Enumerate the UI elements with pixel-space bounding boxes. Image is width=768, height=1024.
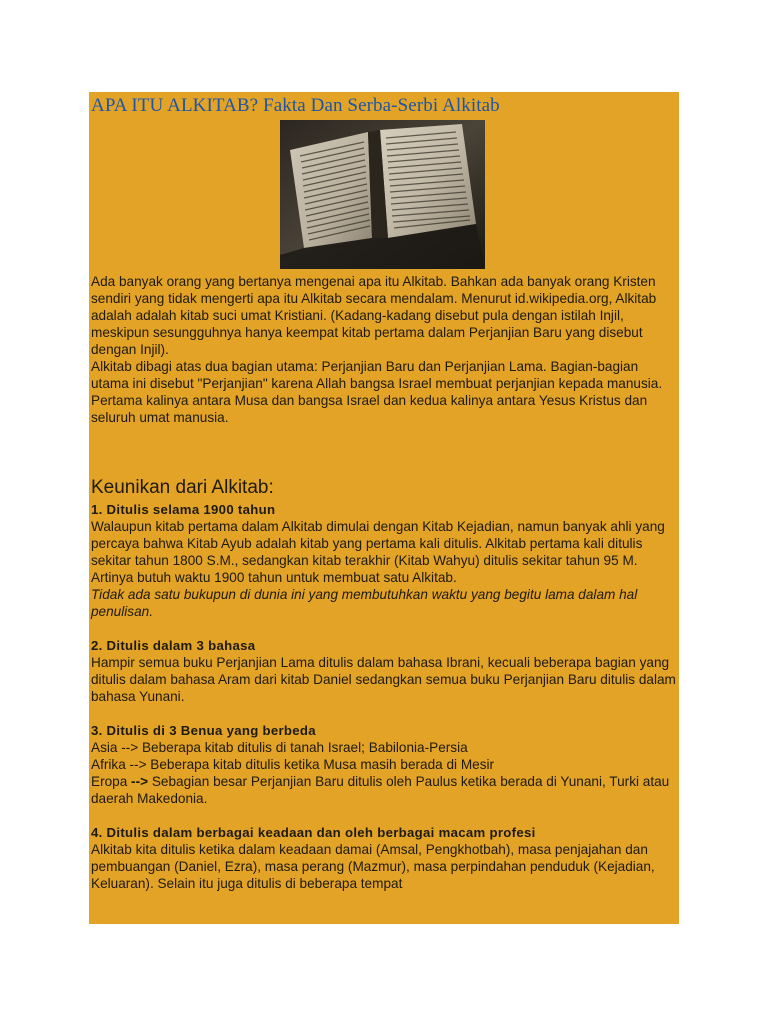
point-4-heading: 4. Ditulis dalam berbagai keadaan dan oleh berbagai macam profesi: [91, 825, 536, 840]
point-3-eropa: [91, 773, 679, 807]
point-3-asia: Asia --> Beberapa kitab ditulis di tanah Israel; Babilonia-Persia: [91, 740, 468, 755]
point-3-heading: 3. Ditulis di 3 Benua yang berbeda: [91, 723, 316, 738]
intro-paragraph-2: Alkitab dibagi atas dua bagian utama: Perjanjian Baru dan Perjanjian Lama. Bagian-bagian utama ini disebut "Perjanjian" karena Allah bangsa Israel membuat perjanjian kepada manusia. Pertama kalinya antara Musa dan bangsa Israel dan kedua kalinya antara Yesus Kristus dan seluruh umat manusia.: [91, 359, 663, 425]
point-2-body: Hampir semua buku Perjanjian Lama ditulis dalam bahasa Ibrani, kecuali beberapa bagian yang ditulis dalam bahasa Aram dari kitab Daniel sedangkan semua buku Perjanjian Baru ditulis dalam bahasa Yunani.: [91, 655, 676, 704]
point-1-italic: Tidak ada satu bukupun di dunia ini yang membutuhkan waktu yang begitu lama dalam hal penulisan.: [91, 587, 638, 619]
page-title: APA ITU ALKITAB? Fakta Dan Serba-Serbi Alkitab: [91, 95, 500, 116]
eropa-label: Eropa: [91, 774, 128, 789]
eropa-arrow: -->: [127, 774, 149, 789]
point-2-heading: 2. Ditulis dalam 3 bahasa: [91, 638, 256, 653]
point-1-body: Walaupun kitab pertama dalam Alkitab dimulai dengan Kitab Kejadian, namun banyak ahli yang percaya bahwa Kitab Ayub adalah kitab yang pertama kali ditulis. Alkitab pertama kali ditulis sekitar tahun 1800 S.M., sedangkan kitab terakhir (Kitab Wahyu) ditulis sekitar tahun 95 M. Artinya butuh waktu 1900 tahun untuk membuat satu Alkitab.: [91, 519, 665, 585]
article-body: [91, 273, 679, 892]
section-heading: Keunikan dari Alkitab:: [91, 477, 274, 498]
point-4-body: Alkitab kita ditulis ketika dalam keadaan damai (Amsal, Pengkhotbah), masa penjajahan dan pembuangan (Daniel, Ezra), masa perang (Mazmur), masa perpindahan penduduk (Kejadian, Keluaran). Selain itu juga ditulis di beberapa tempat: [91, 842, 655, 891]
eropa-text: Sebagian besar Perjanjian Baru ditulis oleh Paulus ketika berada di Yunani, Turki atau daerah Makedonia.: [91, 774, 670, 806]
intro-paragraph-1: Ada banyak orang yang bertanya mengenai apa itu Alkitab. Bahkan ada banyak orang Kristen sendiri yang tidak mengerti apa itu Alkitab secara mendalam. Menurut id.wikipedia.org, Alkitab adalah adalah kitab suci umat Kristiani. (Kadang-kadang disebut pula dengan istilah Injil, meskipun sesungguhnya hanya keempat kitab pertama dalam Perjanjian Baru yang disebut dengan Injil).: [91, 274, 657, 357]
document-page: [89, 92, 679, 924]
manuscript-image: [280, 120, 485, 269]
point-3-afrika: Afrika --> Beberapa kitab ditulis ketika Musa masih berada di Mesir: [91, 757, 495, 772]
point-1-heading: 1. Ditulis selama 1900 tahun: [91, 502, 276, 517]
